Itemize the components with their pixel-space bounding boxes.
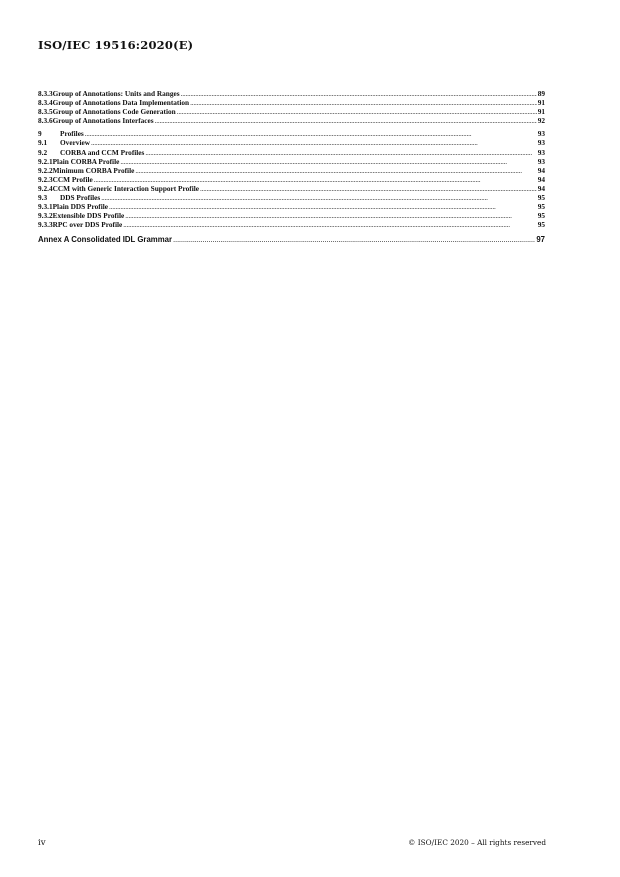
- toc-entry-page: 89: [537, 89, 545, 98]
- toc-entry[interactable]: [38, 148, 545, 157]
- toc-leader-dots: [101, 193, 537, 202]
- toc-entry-number: 8.3.6: [38, 116, 53, 126]
- toc-entry-title: Group of Annotations Data Implementation: [52, 98, 190, 108]
- toc-entry-title: Group of Annotations: Units and Ranges: [52, 89, 180, 98]
- toc-leader-dots: [145, 148, 536, 157]
- toc-entry[interactable]: [38, 211, 545, 220]
- toc-entry-title: RPC over DDS Profile: [52, 220, 123, 230]
- table-of-contents: [38, 89, 545, 245]
- page-number: iv: [38, 838, 46, 848]
- toc-entry-number: 9.2: [38, 147, 48, 157]
- toc-entry-title: Group of Annotations Code Generation: [52, 107, 176, 117]
- document-header: ISO/IEC 19516:2020(E): [38, 38, 194, 52]
- toc-entry-page: 92: [537, 116, 545, 126]
- toc-entry-title: CORBA and CCM Profiles: [60, 147, 145, 157]
- toc-entry-page: 95: [537, 202, 545, 212]
- toc-entry-page: 95: [537, 193, 545, 203]
- toc-entry-number: 9.3.3: [38, 220, 53, 230]
- toc-entry[interactable]: [38, 157, 545, 166]
- toc-leader-dots: [123, 220, 536, 229]
- toc-leader-dots: [190, 98, 537, 107]
- page-footer: [38, 838, 546, 848]
- toc-entry-number: 9.2.3: [38, 174, 53, 184]
- toc-leader-dots: [85, 129, 537, 138]
- toc-entry-number: 9.2.2: [38, 165, 53, 175]
- toc-entry-title: Minimum CORBA Profile: [52, 165, 135, 175]
- toc-entry-page: 93: [537, 129, 545, 139]
- toc-entry-title: Extensible DDS Profile: [52, 211, 125, 221]
- toc-entry-number: 9.3: [38, 193, 48, 203]
- toc-entry-number: 9.2.4: [38, 183, 53, 193]
- toc-entry-number: 9.1: [38, 138, 48, 148]
- toc-entry-page: 94: [537, 183, 545, 193]
- toc-entry-page: 91: [537, 98, 545, 108]
- toc-entry-title: DDS Profiles: [60, 193, 101, 203]
- toc-leader-dots: [173, 234, 535, 245]
- toc-entry-number: 9.3.2: [38, 211, 53, 221]
- toc-entry[interactable]: [38, 184, 545, 193]
- toc-entry[interactable]: [38, 202, 545, 211]
- toc-entry-page: 97: [536, 235, 545, 245]
- toc-entry-page: 95: [537, 220, 545, 230]
- toc-leader-dots: [177, 107, 537, 116]
- toc-entry-number: 9.3.1: [38, 202, 53, 212]
- toc-entry-number: 8.3.3: [38, 89, 53, 98]
- toc-entry-page: 93: [537, 156, 545, 166]
- toc-leader-dots: [200, 184, 537, 193]
- toc-leader-dots: [109, 202, 537, 211]
- toc-leader-dots: [94, 175, 537, 184]
- toc-entry[interactable]: [38, 138, 545, 147]
- toc-entry-number: 9.2.1: [38, 156, 53, 166]
- toc-entry[interactable]: [38, 116, 545, 125]
- toc-entry-number: 8.3.4: [38, 98, 53, 108]
- toc-entry[interactable]: [38, 107, 545, 116]
- toc-entry[interactable]: [38, 89, 545, 98]
- toc-entry-page: 91: [537, 107, 545, 117]
- toc-leader-dots: [91, 138, 537, 147]
- toc-entry-page: 94: [537, 165, 545, 175]
- toc-entry-title: Group of Annotations Interfaces: [52, 116, 154, 126]
- toc-leader-dots: [155, 116, 537, 125]
- copyright-notice: © ISO/IEC 2020 – All rights reserved: [408, 838, 546, 847]
- toc-entry[interactable]: [38, 220, 545, 229]
- toc-entry-annex[interactable]: [38, 234, 545, 245]
- toc-entry[interactable]: [38, 193, 545, 202]
- toc-entry-title: CCM Profile: [52, 174, 93, 184]
- toc-entry-page: 93: [537, 138, 545, 148]
- toc-entry-page: 94: [537, 174, 545, 184]
- toc-entry[interactable]: [38, 129, 545, 138]
- toc-entry-title: Profiles: [60, 129, 84, 139]
- toc-entry-title: CCM with Generic Interaction Support Profile: [52, 183, 199, 193]
- toc-entry-page: 95: [537, 211, 545, 221]
- toc-entry[interactable]: [38, 175, 545, 184]
- toc-leader-dots: [125, 211, 536, 220]
- toc-leader-dots: [181, 89, 537, 98]
- toc-entry-page: 93: [537, 147, 545, 157]
- toc-entry-number: 9: [38, 129, 42, 139]
- toc-leader-dots: [120, 157, 536, 166]
- toc-entry-number: 8.3.5: [38, 107, 53, 117]
- toc-leader-dots: [135, 166, 536, 175]
- toc-entry-title: Plain CORBA Profile: [52, 156, 120, 166]
- toc-entry-title: Annex A Consolidated IDL Grammar: [38, 235, 173, 245]
- toc-entry-title: Plain DDS Profile: [52, 202, 108, 212]
- toc-entry[interactable]: [38, 98, 545, 107]
- toc-entry-title: Overview: [60, 138, 90, 148]
- toc-entry[interactable]: [38, 166, 545, 175]
